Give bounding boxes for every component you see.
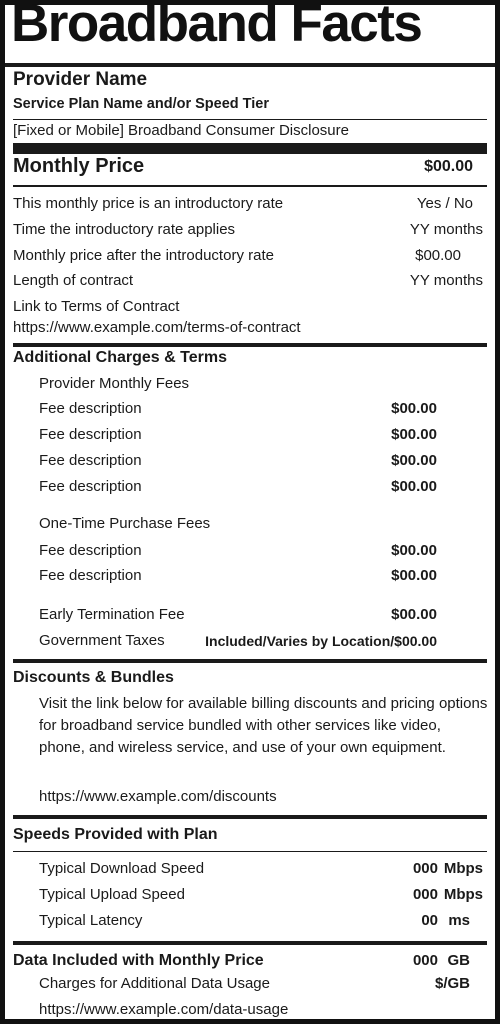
monthly-fee-value: $00.00: [391, 426, 437, 443]
speeds-subdivider: [13, 851, 487, 852]
data-usage-link[interactable]: https://www.example.com/data-usage: [39, 1001, 289, 1018]
terms-link[interactable]: https://www.example.com/terms-of-contract: [13, 319, 301, 336]
intro-rate-value: Yes / No: [416, 195, 473, 212]
monthly-fee-value: $00.00: [391, 452, 437, 469]
intro-time-value: YY months: [409, 221, 483, 238]
terms-divider: [13, 343, 487, 347]
intro-time-label: Time the introductory rate applies: [13, 221, 236, 238]
download-speed-label: Typical Download Speed: [39, 860, 205, 877]
plan-divider: [13, 119, 487, 120]
monthly-fees-heading: Provider Monthly Fees: [39, 375, 190, 392]
monthly-fee-value: $00.00: [391, 400, 437, 417]
data-included-heading: Data Included with Monthly Price: [13, 952, 264, 969]
contract-length-label: Length of contract: [13, 272, 134, 289]
speeds-heading: Speeds Provided with Plan: [13, 826, 218, 843]
download-speed-unit: Mbps: [443, 860, 483, 877]
after-intro-value: $00.00: [415, 247, 461, 264]
data-included-unit: GB: [447, 952, 470, 969]
after-intro-label: Monthly price after the introductory rate: [13, 247, 274, 264]
monthly-fee-value: $00.00: [391, 478, 437, 495]
contract-length-value: YY months: [409, 272, 483, 289]
government-taxes-label: Government Taxes: [39, 632, 165, 649]
header-divider: [5, 63, 495, 67]
provider-name: Provider Name: [13, 69, 148, 90]
label-title: Broadband Facts: [11, 0, 422, 53]
early-termination-value: $00.00: [391, 606, 437, 623]
onetime-fee-label: Fee description: [39, 567, 142, 584]
discounts-heading: Discounts & Bundles: [13, 669, 174, 686]
plan-name: Service Plan Name and/or Speed Tier: [13, 96, 270, 112]
additional-data-label: Charges for Additional Data Usage: [39, 975, 270, 992]
latency-value: 00: [421, 912, 438, 929]
data-included-value: 000: [412, 952, 438, 969]
terms-link-label: Link to Terms of Contract: [13, 298, 180, 315]
latency-label: Typical Latency: [39, 912, 143, 929]
discounts-text: Visit the link below for available billing discounts and pricing options for broadband service bundled with other services like video, phone, and wireless service, and use of your own equipment.: [39, 695, 488, 756]
monthly-fee-label: Fee description: [39, 400, 142, 417]
latency-unit: ms: [448, 912, 470, 929]
monthly-price-value: $00.00: [424, 158, 473, 175]
additional-data-value: $/GB: [434, 975, 470, 992]
upload-speed-label: Typical Upload Speed: [39, 886, 185, 903]
intro-rate-label: This monthly price is an introductory rate: [13, 195, 284, 212]
upload-speed-value: 000: [412, 886, 438, 903]
upload-speed-unit: Mbps: [443, 886, 483, 903]
disclosure-text: [Fixed or Mobile] Broadband Consumer Disclosure: [13, 122, 349, 139]
discounts-divider: [13, 815, 487, 819]
government-taxes-value: Included/Varies by Location/$00.00: [205, 633, 437, 649]
additional-divider: [13, 659, 487, 663]
additional-charges-heading: Additional Charges & Terms: [13, 349, 227, 366]
discounts-link[interactable]: https://www.example.com/discounts: [39, 788, 277, 805]
onetime-fee-value: $00.00: [391, 542, 437, 559]
monthly-price-heading: Monthly Price: [13, 155, 145, 177]
onetime-fee-value: $00.00: [391, 567, 437, 584]
price-divider: [13, 185, 487, 187]
early-termination-label: Early Termination Fee: [39, 606, 185, 623]
monthly-fee-label: Fee description: [39, 478, 142, 495]
onetime-fees-heading: One-Time Purchase Fees: [39, 515, 211, 532]
thick-divider: [13, 143, 487, 154]
monthly-fee-label: Fee description: [39, 452, 142, 469]
monthly-fee-label: Fee description: [39, 426, 142, 443]
speeds-divider: [13, 941, 487, 945]
onetime-fee-label: Fee description: [39, 542, 142, 559]
download-speed-value: 000: [412, 860, 438, 877]
